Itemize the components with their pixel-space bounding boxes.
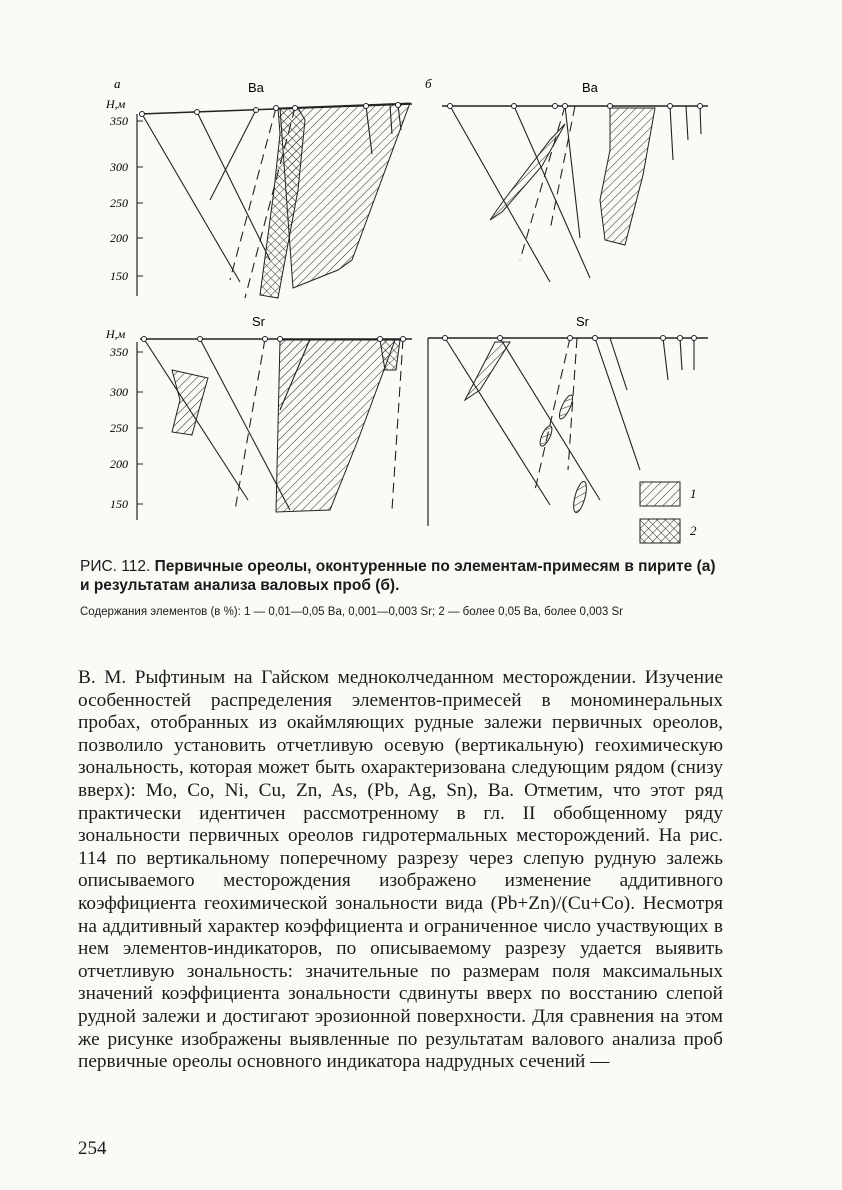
tick-200-b: 200 bbox=[110, 457, 128, 471]
tick-150: 150 bbox=[110, 269, 128, 283]
tick-300-b: 300 bbox=[110, 385, 128, 399]
figure bbox=[80, 70, 720, 545]
figure-caption bbox=[80, 557, 725, 595]
tick-200: 200 bbox=[110, 231, 128, 245]
panel-a-sr bbox=[105, 314, 412, 520]
page-number: 254 bbox=[78, 1138, 107, 1159]
panel-b-ba bbox=[425, 76, 708, 282]
legend-swatch-2 bbox=[640, 519, 680, 543]
axis-label-bottom: Н,м bbox=[106, 327, 126, 341]
tick-300: 300 bbox=[110, 160, 128, 174]
panel-b-label: б bbox=[425, 76, 432, 91]
panel-a-ba bbox=[105, 76, 412, 298]
legend-label-1: 1 bbox=[690, 486, 697, 501]
element-label-ba-b: Ba bbox=[582, 80, 598, 95]
element-label-sr-a: Sr bbox=[252, 314, 265, 329]
axis-label-top: Н,м bbox=[106, 97, 126, 111]
tick-350: 350 bbox=[110, 114, 128, 128]
panel-a-label: а bbox=[114, 76, 121, 91]
body-paragraph: В. М. Рыфтиным на Гайском медноколчеданном месторождении. Изучение особенностей распределения элементов-примесей в мономинеральных пробах, отобранных из окаймляющих рудные залежи первичных ореолов, позволило установить отчетливую осевую (вертикальную) геохимическую зональность, которая может быть охарактеризована следующим рядом (снизу вверх): Mo, Co, Ni, Cu, Zn, As, (Pb, Ag, Sn), Ba. Отметим, что этот ряд практически идентичен рассмотренному в гл. II обобщенному ряду зональности первичных ореолов гидротермальных месторождений. На рис. 114 по вертикальному поперечному разрезу через слепую рудную залежь описываемого месторождения изображено изменение аддитивного коэффициента геохимической зональности вида (Pb+Zn)/(Cu+Co). Несмотря на аддитивный характер коэффициента и ограниченное число участвующих в нем элементов-индикаторов, по описываемому разрезу удается выявить отчетливую зональность: значительные по размерам поля максимальных значений коэффициента зональности сдвинуты вверх по восстанию слепой рудной залежи и достигают эрозионной поверхности. Для сравнения на этом же рисунке изображены выявленные по результатам валового анализа проб первичные ореолы основного индикатора надрудных сечений — bbox=[78, 667, 723, 1073]
figure-caption-label: РИС. 112. bbox=[80, 558, 151, 575]
element-label-sr-b: Sr bbox=[576, 314, 589, 329]
tick-150-b: 150 bbox=[110, 497, 128, 511]
figure-caption-note: Содержания элементов (в %): 1 — 0,01—0,05 Ba, 0,001—0,003 Sr; 2 — более 0,05 Ba, более 0,003 Sr bbox=[80, 606, 624, 618]
tick-250-b: 250 bbox=[110, 421, 128, 435]
legend bbox=[640, 482, 697, 543]
element-label-ba-a: Ba bbox=[248, 80, 264, 95]
tick-250: 250 bbox=[110, 196, 128, 210]
legend-label-2: 2 bbox=[690, 523, 697, 538]
figure-caption-title: Первичные ореолы, оконтуренные по элементам-примесям в пирите (а) и результатам анализа валовых проб (б). bbox=[80, 558, 716, 594]
tick-350-b: 350 bbox=[110, 345, 128, 359]
legend-swatch-1 bbox=[640, 482, 680, 506]
